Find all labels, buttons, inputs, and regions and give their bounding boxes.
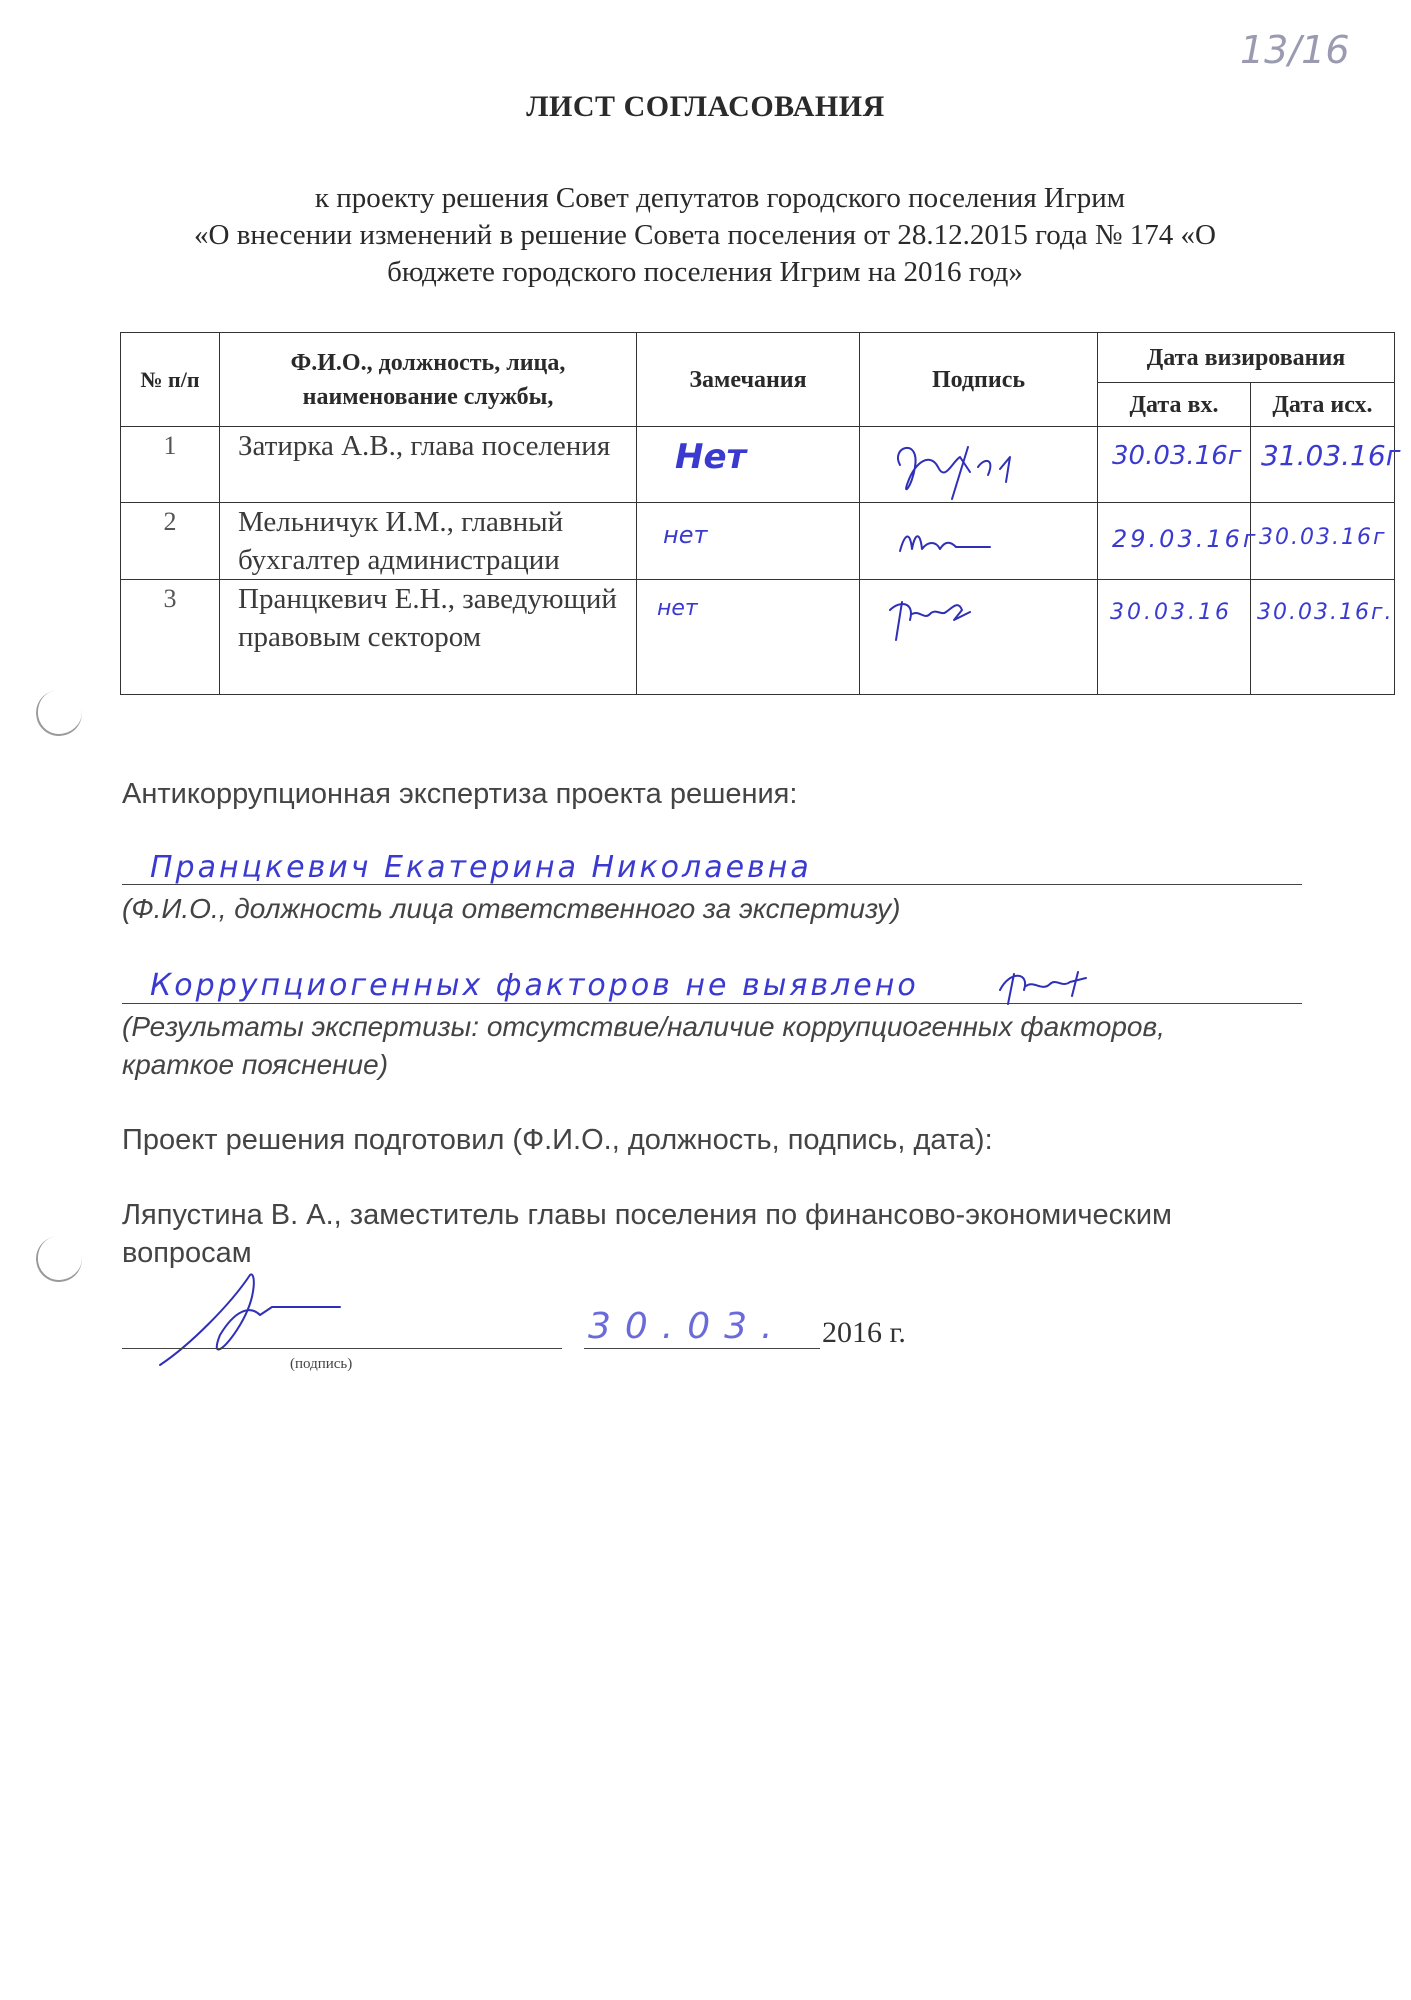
- header-date-in: Дата вх.: [1098, 383, 1251, 427]
- date-in-handwritten: 30.03.16г: [1112, 441, 1242, 471]
- table-row: [121, 427, 1395, 503]
- row-signature: [860, 427, 1098, 503]
- row-remarks: [637, 503, 860, 580]
- row-signature: [860, 503, 1098, 580]
- page-number-handwritten: 13/16: [1240, 28, 1350, 72]
- prepared-person-line-2: вопросам: [122, 1237, 252, 1269]
- header-fio: Ф.И.О., должность, лица, наименование службы,: [220, 333, 637, 427]
- result-caption: [122, 1008, 1165, 1084]
- responsible-caption: (Ф.И.О., должность лица ответственного за экспертизу): [122, 893, 901, 924]
- anticorruption-heading: Антикоррупционная экспертиза проекта решения:: [122, 778, 798, 810]
- punch-hole: [36, 1236, 82, 1282]
- prepared-person: [122, 1196, 1172, 1272]
- row-fio: Мельничук И.М., главный бухгалтер администрации: [220, 503, 637, 580]
- signature-mark: [860, 503, 1097, 580]
- subtitle-line-3: бюджете городского поселения Игрим на 2016 год»: [387, 256, 1023, 288]
- table-row: [121, 503, 1395, 580]
- prepared-heading: Проект решения подготовил (Ф.И.О., должность, подпись, дата):: [122, 1124, 993, 1156]
- row-date-out: [1251, 427, 1401, 503]
- header-remarks: Замечания: [637, 333, 860, 427]
- subtitle-line-1: к проекту решения Совет депутатов городского поселения Игрим: [314, 182, 1126, 214]
- date-out-handwritten: 31.03.16г: [1261, 439, 1401, 472]
- row-date-in: [1098, 427, 1251, 503]
- responsible-underline: [122, 884, 1302, 885]
- row-signature: [860, 580, 1098, 695]
- remarks-handwritten: Нет: [675, 437, 747, 477]
- header-num: № п/п: [121, 333, 220, 427]
- row-fio: Затирка А.В., глава поселения: [220, 427, 637, 503]
- header-visa-date: Дата визирования: [1098, 333, 1395, 383]
- anticorruption-result-handwritten: Коррупциогенных факторов не выявлено: [150, 968, 919, 1003]
- row-remarks: [637, 580, 860, 695]
- approval-table: [120, 332, 1401, 695]
- document-subtitle: [0, 180, 1411, 291]
- header-signature: Подпись: [860, 333, 1098, 427]
- anticorruption-responsible-handwritten: Пранцкевич Екатерина Николаевна: [150, 850, 812, 885]
- row-num: 3: [121, 580, 220, 695]
- signature-mark: [860, 580, 1097, 695]
- remarks-handwritten: нет: [663, 521, 708, 549]
- row-num: 2: [121, 503, 220, 580]
- remarks-handwritten: нет: [657, 596, 698, 621]
- punch-hole: [36, 690, 82, 736]
- row-date-out: [1251, 580, 1395, 695]
- date-out-handwritten: 30.03.16г: [1259, 525, 1387, 550]
- result-caption-line-2: краткое пояснение): [122, 1049, 389, 1080]
- document-title: ЛИСТ СОГЛАСОВАНИЯ: [526, 90, 885, 123]
- date-underline: [584, 1348, 820, 1349]
- row-date-in: [1098, 580, 1251, 695]
- row-date-in: [1098, 503, 1259, 580]
- signature-caption: (подпись): [290, 1356, 353, 1372]
- prepared-person-line-1: Ляпустина В. А., заместитель главы поселения по финансово-экономическим: [122, 1199, 1172, 1231]
- prepared-year: 2016 г.: [822, 1316, 906, 1349]
- row-fio: Пранцкевич Е.Н., заведующий правовым сектором: [220, 580, 637, 695]
- date-in-handwritten: 30.03.16: [1110, 600, 1232, 625]
- row-remarks: [637, 427, 860, 503]
- result-underline: [122, 1003, 1302, 1004]
- date-out-handwritten: 30.03.16г.: [1257, 600, 1394, 625]
- date-in-handwritten: 29.03.16г: [1112, 525, 1259, 553]
- signature-mark: [860, 427, 1097, 503]
- result-caption-line-1: (Результаты экспертизы: отсутствие/наличие коррупциогенных факторов,: [122, 1011, 1165, 1042]
- row-date-out: [1251, 503, 1395, 580]
- table-row: [121, 580, 1395, 695]
- prepared-date-handwritten: 30.03.: [588, 1306, 787, 1347]
- header-date-out: Дата исх.: [1251, 383, 1395, 427]
- signature-underline: [122, 1348, 562, 1349]
- row-num: 1: [121, 427, 220, 503]
- subtitle-line-2: «О внесении изменений в решение Совета поселения от 28.12.2015 года № 174 «О: [194, 219, 1216, 251]
